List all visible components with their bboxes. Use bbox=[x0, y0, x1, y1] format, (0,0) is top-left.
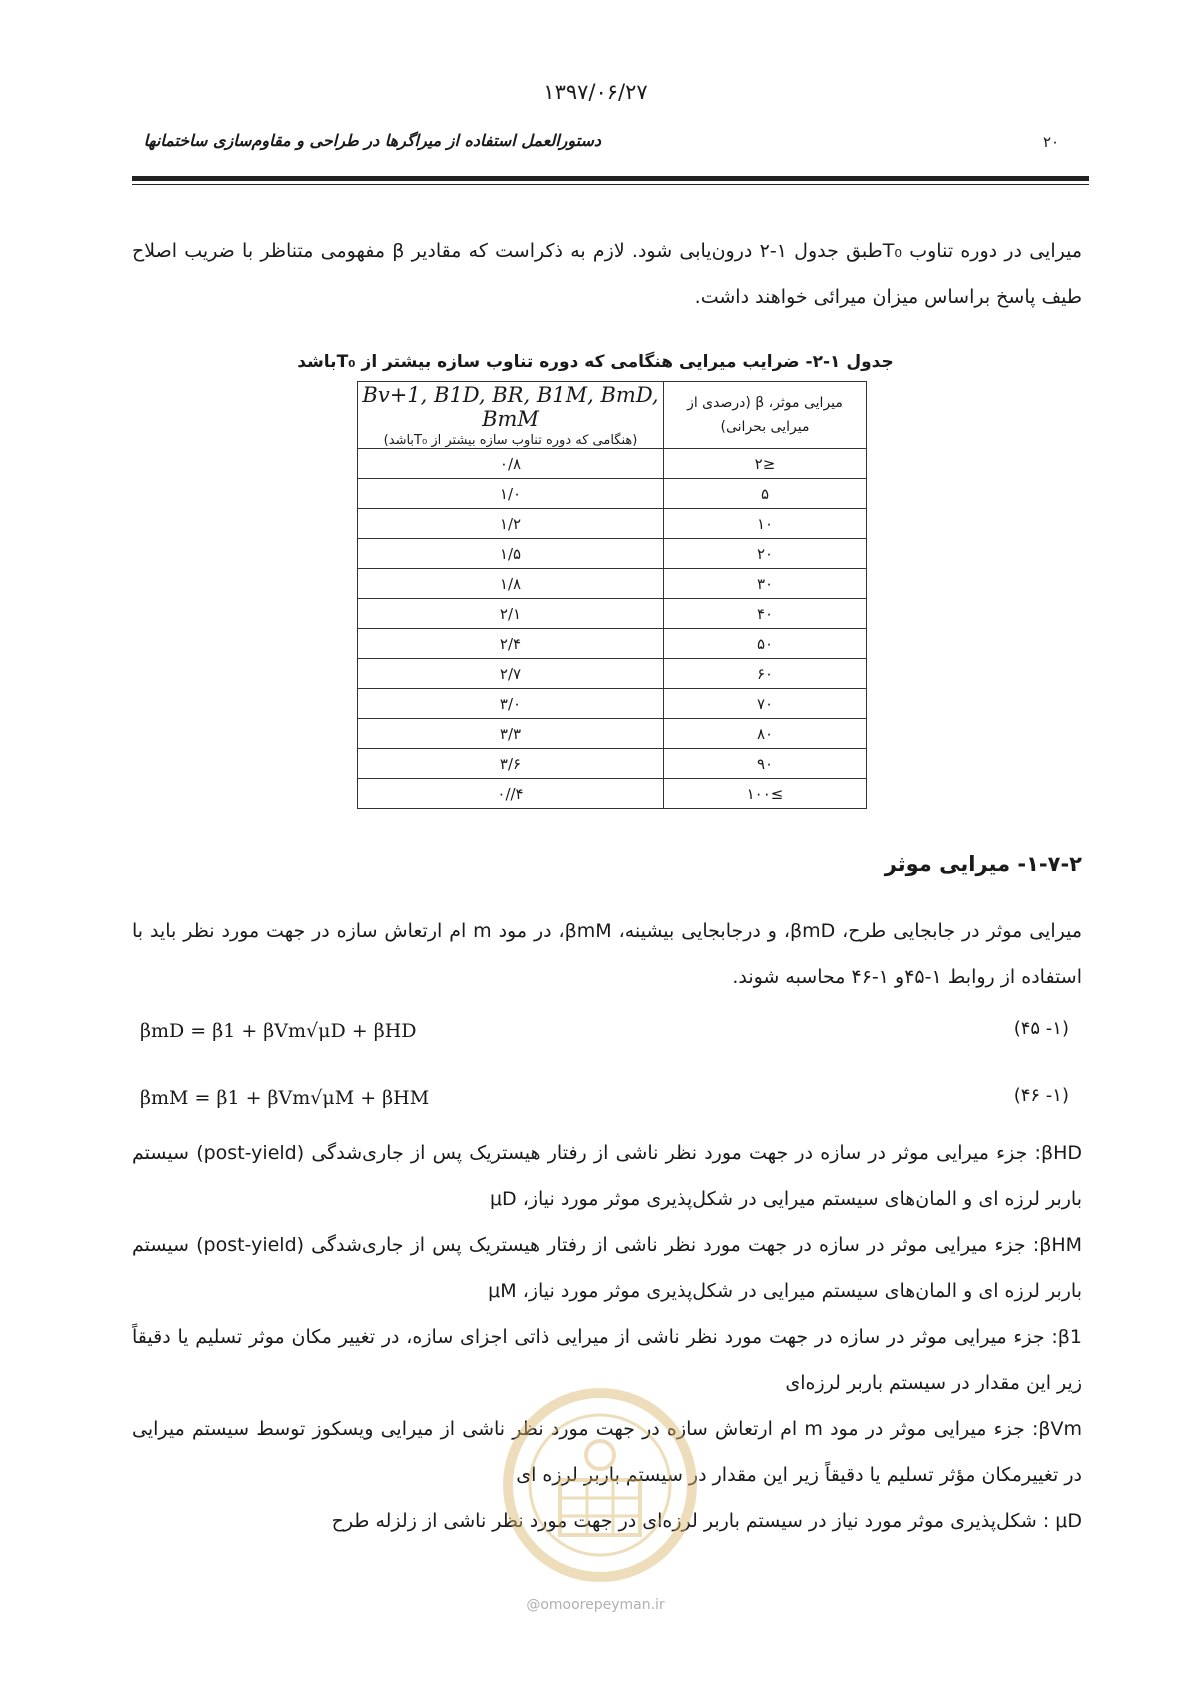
definition-symbol: βVm bbox=[1038, 1418, 1083, 1440]
table-row bbox=[358, 449, 867, 479]
watermark-seal-icon bbox=[500, 1385, 700, 1585]
cell-effective-damping: ۵۰ bbox=[664, 629, 867, 659]
definition-symbol: βHD bbox=[1040, 1142, 1082, 1164]
table-row bbox=[358, 539, 867, 569]
watermark-url: @omoorepeyman.ir bbox=[526, 1597, 665, 1613]
intro-paragraph: میرایی در دوره تناوب T₀طبق جدول ۱-۲ درون‌یابی شود. لازم به ذکراست که مقادیر β مفهومی متناظر با ضریب اصلاح طیف پاسخ براساس میزان میرائی خواهند داشت. bbox=[132, 240, 1083, 308]
header-b-formula bbox=[358, 383, 663, 431]
header-rule-thin bbox=[132, 184, 1089, 185]
section-heading: ۱-۷-۲- میرایی موثر bbox=[884, 852, 1082, 876]
cell-effective-damping: ≤۲ bbox=[664, 449, 867, 479]
running-header-title: دستورالعمل استفاده از میراگرها در طراحی و مقاوم‌سازی ساختمانها bbox=[143, 131, 601, 150]
table-header-row bbox=[358, 382, 867, 449]
cell-effective-damping: ۵ bbox=[664, 479, 867, 509]
table-row bbox=[358, 509, 867, 539]
cell-damping-coefficient: ۱/۲ bbox=[358, 509, 664, 539]
damping-coefficient-table bbox=[357, 381, 867, 809]
definition-text: : جزء میرایی موثر در سازه در جهت مورد نظر ناشی از میرایی ذاتی اجزای سازه، در تغییر مکان موثر تسلیم یا دقیقاً زیر این مقدار در سیستم باربر لرزه‌ای bbox=[132, 1326, 1082, 1394]
cell-damping-coefficient: ۰/۸ bbox=[358, 449, 664, 479]
table-body bbox=[358, 449, 867, 809]
cell-damping-coefficient: ۳/۶ bbox=[358, 749, 664, 779]
cell-effective-damping: ۷۰ bbox=[664, 689, 867, 719]
cell-damping-coefficient: ۲/۷ bbox=[358, 659, 664, 689]
cell-damping-coefficient: ۳/۳ bbox=[358, 719, 664, 749]
header-b-note: (هنگامی که دوره تناوب سازه بیشتر از T₀باشد) bbox=[383, 432, 638, 448]
page-number: ۲۰ bbox=[1043, 133, 1060, 151]
definition-text: : جزء میرایی موثر در سازه در جهت مورد نظر ناشی از رفتار هیستریک پس از جاری‌شدگی (post-yield) سیستم باربر لرزه ای و المان‌های سیستم میرایی در شکل‌پذیری موثر مورد نیاز، μD bbox=[132, 1142, 1082, 1210]
table-row bbox=[358, 779, 867, 809]
table-row bbox=[358, 749, 867, 779]
cell-damping-coefficient: ۱/۵ bbox=[358, 539, 664, 569]
definition-symbol: μD bbox=[1055, 1510, 1082, 1532]
header-rule-thick bbox=[132, 176, 1089, 181]
b-formula-text: Bv+1, B1D, BR, B1M, BmD, BmM bbox=[362, 382, 659, 431]
cell-effective-damping: ۲۰ bbox=[664, 539, 867, 569]
table-row bbox=[358, 479, 867, 509]
cell-effective-damping: ۹۰ bbox=[664, 749, 867, 779]
table-row bbox=[358, 689, 867, 719]
cell-effective-damping: ۳۰ bbox=[664, 569, 867, 599]
table-caption: جدول ۱-۲- ضرایب میرایی هنگامی که دوره تناوب سازه بیشتر از T₀باشد bbox=[297, 352, 894, 372]
equation-45: βmD = β1 + βVm√μD + βHD bbox=[140, 1020, 417, 1042]
header-beta-line1: میرایی موثر، β (درصدی از bbox=[687, 395, 843, 411]
definition-beta-hd bbox=[132, 1130, 1082, 1222]
definition-text: : جزء میرایی موثر در مود m ام ارتعاش سازه در جهت مورد نظر ناشی از میرایی ویسکوز توسط سیستم میرایی در تغییرمکان مؤثر تسلیم یا دقیقاً زیر این مقدار در سیستم باربر لرزه ای bbox=[132, 1418, 1082, 1486]
equation-46: βmM = β1 + βVm√μM + βHM bbox=[140, 1087, 430, 1109]
table-row bbox=[358, 629, 867, 659]
header-damping-coefficient bbox=[358, 382, 664, 449]
cell-damping-coefficient: ۱/۸ bbox=[358, 569, 664, 599]
cell-damping-coefficient: ۲/۴ bbox=[358, 629, 664, 659]
definition-symbol: βHM bbox=[1039, 1234, 1082, 1256]
cell-effective-damping: ۸۰ bbox=[664, 719, 867, 749]
table-row bbox=[358, 569, 867, 599]
table-row bbox=[358, 599, 867, 629]
table-row bbox=[358, 659, 867, 689]
definition-symbol: β1 bbox=[1057, 1326, 1082, 1348]
header-beta-line2: میرایی بحرانی) bbox=[720, 419, 810, 435]
cell-damping-coefficient: ۱/۰ bbox=[358, 479, 664, 509]
document-date: ۱۳۹۷/۰۶/۲۷ bbox=[543, 80, 648, 104]
definition-text: : جزء میرایی موثر در سازه در جهت مورد نظر ناشی از رفتار هیستریک پس از جاری‌شدگی (post-yield) سیستم باربر لرزه ای و المان‌های سیستم میرایی در شکل‌پذیری موثر مورد نیاز، μM bbox=[132, 1234, 1082, 1302]
cell-effective-damping: ۶۰ bbox=[664, 659, 867, 689]
header-effective-damping bbox=[664, 382, 867, 449]
definition-beta-hm bbox=[132, 1222, 1082, 1314]
cell-damping-coefficient: ۴//۰ bbox=[358, 779, 664, 809]
damping-coefficient-table-wrapper bbox=[357, 381, 867, 809]
table-row bbox=[358, 719, 867, 749]
cell-damping-coefficient: ۳/۰ bbox=[358, 689, 664, 719]
definition-text: : شکل‌پذیری موثر مورد نیاز در سیستم باربر لرزه‌ای در جهت مورد نظر ناشی از زلزله طرح bbox=[331, 1510, 1056, 1532]
section-intro-paragraph: میرایی موثر در جابجایی طرح، βmD، و درجابجایی بیشینه، βmM، در مود m ام ارتعاش سازه در جهت مورد نظر باید با استفاده از روابط ۱-۴۵و ۱-۴۶ محاسبه شوند. bbox=[132, 920, 1083, 988]
cell-effective-damping: ۴۰ bbox=[664, 599, 867, 629]
cell-effective-damping: ≥۱۰۰ bbox=[664, 779, 867, 809]
equation-45-number: (۱- ۴۵) bbox=[1013, 1018, 1069, 1039]
cell-effective-damping: ۱۰ bbox=[664, 509, 867, 539]
equation-46-number: (۱- ۴۶) bbox=[1013, 1085, 1069, 1106]
cell-damping-coefficient: ۲/۱ bbox=[358, 599, 664, 629]
